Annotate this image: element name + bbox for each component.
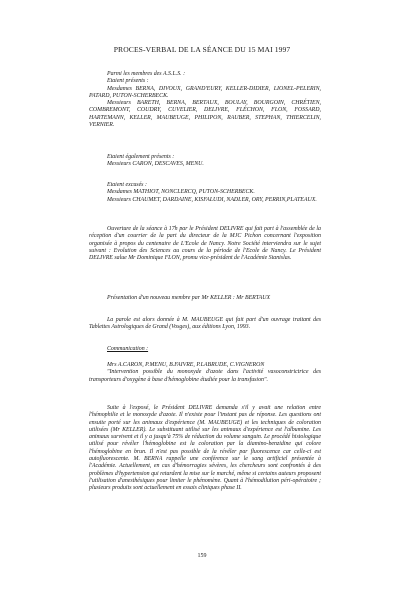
page-number: 159	[197, 553, 207, 559]
also-present-label: Etaient également présents :	[107, 154, 175, 160]
communication-title: "Intervention possible du monoxyde d'azote dans l'activité vasoconstrictrice des transporteurs d'oxygène à base d'hémoglobine étudiée pour la transfusion".	[89, 369, 321, 383]
discussion-paragraph: Suite à l'exposé, le Président DELIVRE demanda s'il y avait une relation entre l'hémophilie et le monoxyde d'azote. Il n'existe pour l'instant pas de réponse. Les questions ont ensuite porté sur les animaux d'expérience (M. MAUBEUGE) et les techniques de coloration utilisées (Mr KELLER). Le substituant utilisé sur les animaux d'expérience est l'albumine. Les animaux survivent et il y a jusqu'à 75% de réduction du volume sanguin. Le procédé histologique utilisé pour révéler l'hémoglobine est la coloration par la diamino-benzidine qui colore l'hémoglobine en brun. Il n'est pas possible de la révéler par fluorescence car celle-ci est autofluorescente. M. BERNA rappelle une conférence sur le sang artificiel présentée à l'Académie. Actuellement, en cas d'hémorragies sévères, les chercheurs sont confrontés à des problèmes d'hypertension qui retardent la mise sur le marché, même si certains auteurs proposent l'utilisation d'anesthésiques pour limiter le phénomène. Quant à l'hémodilution péri-opératoire ; plusieurs produits sont actuellement en essais cliniques phase II.	[89, 405, 321, 492]
present-ladies: Mesdames BERNA, DIVOUX, GRAND'EURY, KELLER-DIDIER, LIONEL-PELERIN, PATARD, PUTON-SCHERBECK.	[89, 85, 321, 99]
communication-details	[89, 362, 321, 384]
new-member-paragraph: Présentation d'un nouveau membre par Mr KELLER : Mr BERTAUX	[107, 295, 271, 301]
communication-section	[89, 346, 321, 353]
members-section	[89, 71, 321, 129]
excused-label: Etaient excusés :	[107, 182, 147, 188]
excused-ladies: Mesdames MATHIOT, NONCLERCQ, PUTON-SCHERBECK.	[107, 189, 255, 196]
excused-section	[89, 182, 321, 204]
present-label: Etaient présents :	[107, 78, 149, 85]
also-present-section	[89, 154, 321, 169]
also-present-list: Messieurs CARON, DESCAVES, MENU.	[107, 161, 204, 168]
present-gentlemen: Messieurs BARETH, BERNA, BERTAUX, BOULAY, BOURGOIN, CHRÉTIEN, COMBREMONT, COUDRY, CUVELIER, DELIVRE, FLÉCHON, FLON, FOSSARD, HARTEMANN, KELLER, MAUBEUGE, PHILIPON, RAUBER, STEPHAN, THIERCELIN, VERNIER.	[89, 100, 321, 129]
excused-gentlemen: Messieurs CHAUMET, DARDAINE, KISFALUDI, NADLER, ORY, PERRIN,PLATEAUX.	[107, 196, 317, 203]
communication-authors: Mrs A.CARON, P.MENU, B.FAIVRE, P.LABRUDE, C.VIGNERON	[107, 362, 265, 368]
present-header: Parmi les membres des A.S.L.S. :	[107, 71, 186, 77]
opening-paragraph: Ouverture de la séance à 17h par le Président DELIVRE qui fait part à l'assemblée de la réception d'un courrier de la part du directeur de la MJC Pichon concernant l'exposition organisée à propos du centenaire de L'Ecole de Nancy. Notre Société interviendra sur le sujet suivant : Evolution des Sciences au cours de la période de l'Ecole de Nancy. Le Président DELIVRE salue Mr Dominique FLON, promu vice-président de l'Académie Stanislas.	[89, 226, 321, 262]
page-title: PROCES-VERBAL DE LA SÉANCE DU 15 MAI 1997	[113, 45, 291, 54]
floor-paragraph: La parole est alors donnée à M. MAUBEUGE qui fait part d'un ouvrage traitant des Tablettes Astrologiques de Grand (Vosges), aux éditions Lyon, 1993.	[89, 317, 321, 331]
communication-heading: Communication :	[107, 346, 149, 352]
